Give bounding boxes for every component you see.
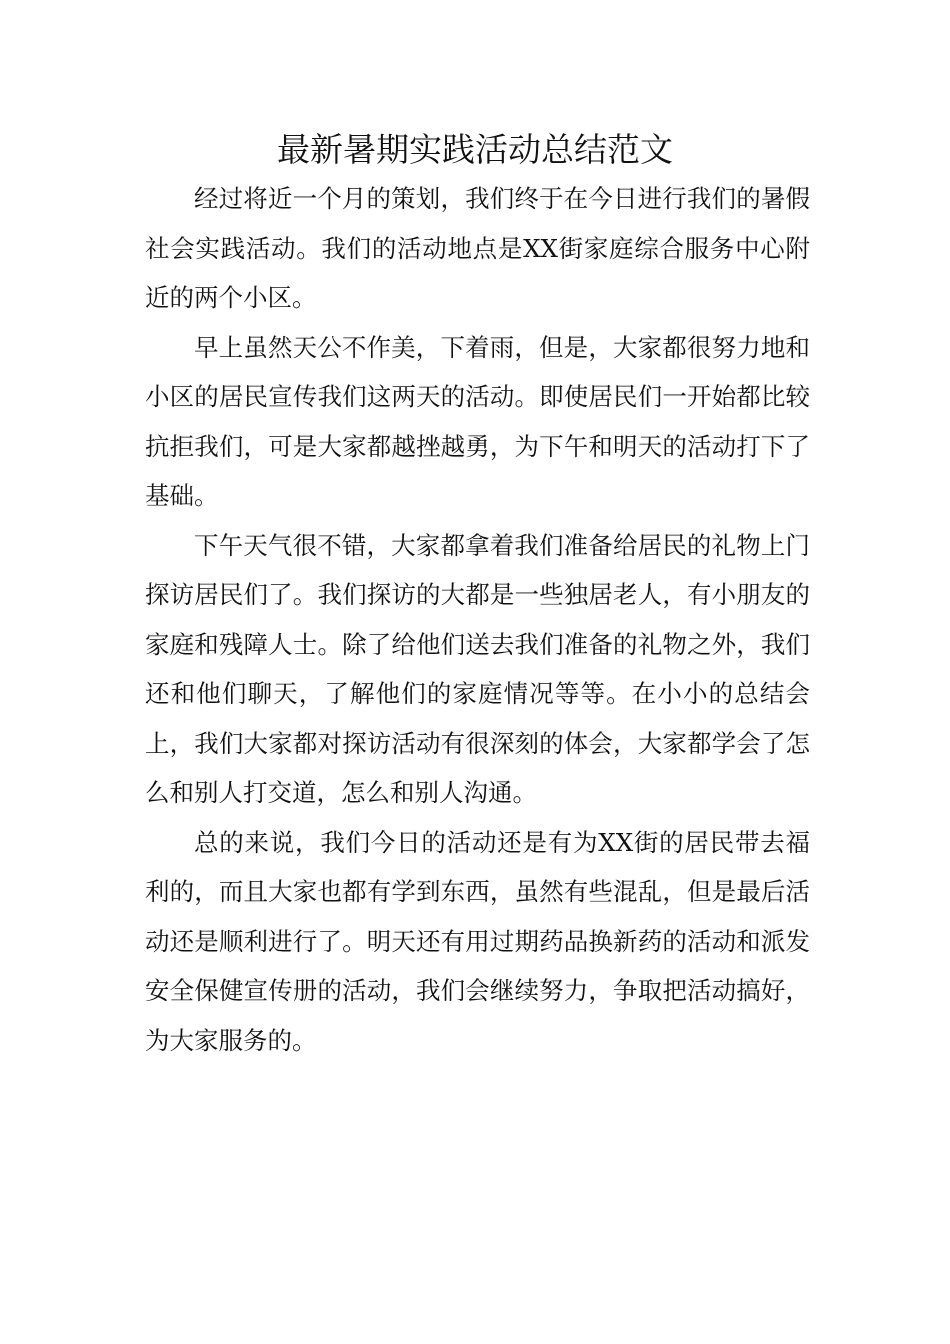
paragraph: 经过将近一个月的策划，我们终于在今日进行我们的暑假社会实践活动。我们的活动地点是XX街家庭综合服务中心附近的两个小区。: [145, 184, 810, 312]
paragraph: 总的来说，我们今日的活动还是有为XX街的居民带去福利的，而且大家也都有学到东西，虽然有些混乱，但是最后活动还是顺利进行了。明天还有用过期药品换新药的活动和派发安全保健宣传册的活动，我们会继续努力，争取把活动搞好，为大家服务的。: [145, 827, 810, 1055]
paragraph: 下午天气很不错，大家都拿着我们准备给居民的礼物上门探访居民们了。我们探访的大都是一些独居老人，有小朋友的家庭和残障人士。除了给他们送去我们准备的礼物之外，我们还和他们聊天，了解他们的家庭情况等等。在小小的总结会上，我们大家都对探访活动有很深刻的体会，大家都学会了怎么和别人打交道，怎么和别人沟通。: [145, 530, 810, 807]
document-body: [145, 174, 810, 1065]
document-title: 最新暑期实践活动总结范文: [277, 130, 673, 169]
paragraph: 早上虽然天公不作美，下着雨，但是，大家都很努力地和小区的居民宣传我们这两天的活动。即使居民们一开始都比较抗拒我们，可是大家都越挫越勇，为下午和明天的活动打下了基础。: [145, 332, 810, 510]
